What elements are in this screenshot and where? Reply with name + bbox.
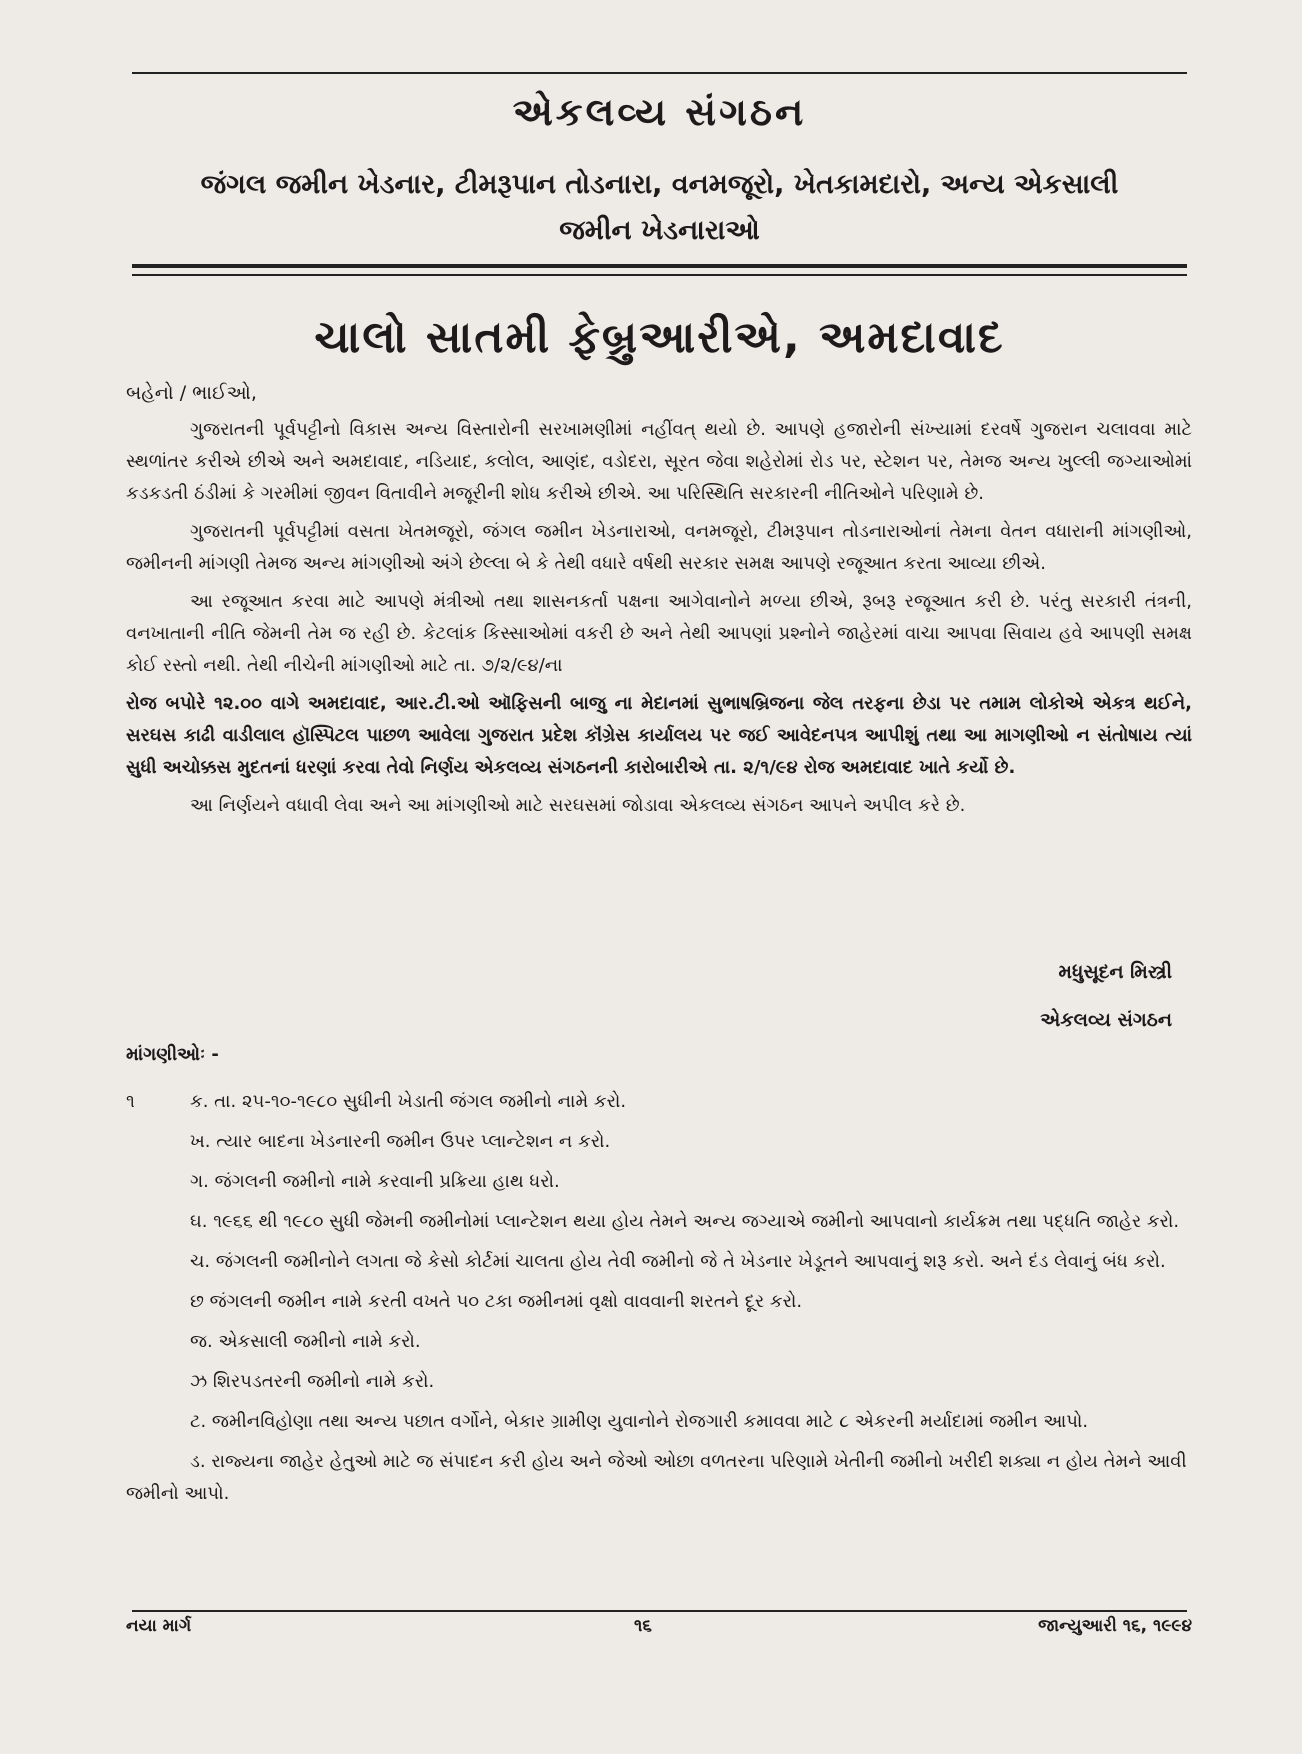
signature-name: મધુસૂદન મિસ્ત્રી xyxy=(1058,961,1172,983)
subtitle-line-2: જમીન ખેડનારાઓ xyxy=(559,215,760,246)
letter-body xyxy=(126,414,1192,828)
list-item xyxy=(126,1366,1192,1398)
demand-text: ચ. જંગલની જમીનોને લગતા જે કેસો કોર્ટમાં ચાલતા હોય તેવી જમીનો જે તે ખેડનાર ખેડૂતને આપવાનું શરૂ કરો. અને દંડ લેવાનું બંધ કરો. xyxy=(190,1251,1166,1272)
paragraph-1: ગુજરાતની પૂર્વપટ્ટીનો વિકાસ અન્ય વિસ્તારોની સરખામણીમાં નહીંવત્ થયો છે. આપણે હજારોની સંખ્યામાં દરવર્ષે ગુજરાન ચલાવવા માટે સ્થળાંતર કરીએ છીએ અને અમદાવાદ, નડિયાદ, કલોલ, આણંદ, વડોદરા, સૂરત જેવા શહેરોમાં રોડ પર, સ્ટેશન પર, તેમજ અન્ય ખુલ્લી જગ્યાઓમાં કડકડતી ઠંડીમાં કે ગરમીમાં જીવન વિતાવીને મજૂરીની શોધ કરીએ છીએ. આ પરિસ્થિતિ સરકારની નીતિઓને પરિણામે છે. xyxy=(126,419,1192,504)
footer-rule xyxy=(132,1610,1187,1612)
demand-text: ટ. જમીનવિહોણા તથા અન્ય પછાત વર્ગોને, બેકાર ગ્રામીણ યુવાનોને રોજગારી કમાવવા માટે ૮ એકરની મર્યાદામાં જમીન આપો. xyxy=(190,1411,1089,1432)
demand-text: ક. તા. ૨૫-૧૦-૧૯૮૦ સુધીની ખેડાતી જંગલ જમીનો નામે કરો. xyxy=(190,1091,627,1112)
page-number: ૧૬ xyxy=(634,1616,652,1636)
organization-title: એકલવ્ય સંગઠન xyxy=(512,90,807,134)
header-rule-thick xyxy=(132,264,1187,268)
signature-organization: એકલવ્ય સંગઠન xyxy=(1040,1009,1172,1031)
organization-subtitle xyxy=(132,162,1187,254)
top-rule xyxy=(132,72,1187,74)
subtitle-line-1: જંગલ જમીન ખેડનાર, ટીમરૂપાન તોડનારા, વનમજૂરો, ખેતકામદારો, અન્ય એકસાલી xyxy=(200,169,1119,200)
list-item xyxy=(126,1166,1192,1198)
demands-list xyxy=(126,1086,1192,1518)
demand-text: ઘ. ૧૯૬૬ થી ૧૯૮૦ સુધી જેમની જમીનોમાં પ્લાન્ટેશન થયા હોય તેમને અન્ય જગ્યાએ જમીનો આપવાનો કાર્યક્રમ તથા પદ્ધતિ જાહેર કરો. xyxy=(190,1211,1180,1232)
header-rule-thin xyxy=(132,274,1187,276)
list-item xyxy=(126,1246,1192,1278)
list-item xyxy=(126,1126,1192,1158)
paragraph-5: આ નિર્ણયને વધાવી લેવા અને આ માંગણીઓ માટે સરઘસમાં જોડાવા એકલવ્ય સંગઠન આપને અપીલ કરે છે. xyxy=(190,795,966,816)
list-item xyxy=(126,1206,1192,1238)
salutation: બહેનો / ભાઈઓ, xyxy=(126,382,257,404)
demand-text: જ. એકસાલી જમીનો નામે કરો. xyxy=(190,1331,421,1352)
paragraph-2: ગુજરાતની પૂર્વપટ્ટીમાં વસતા ખેતમજૂરો, જંગલ જમીન ખેડનારાઓ, વનમજૂરો, ટીમરૂપાન તોડનારાઓનાં તેમના વેતન વધારાની માંગણીઓ, જમીનની માંગણી તેમજ અન્ય માંગણીઓ અંગે છેલ્લા બે કે તેથી વધારે વર્ષથી સરકાર સમક્ષ આપણે રજૂઆત કરતા આવ્યા છીએ. xyxy=(126,521,1192,574)
demand-number: ૧ xyxy=(126,1091,135,1112)
signature-block xyxy=(1040,948,1172,1044)
list-item xyxy=(126,1286,1192,1318)
list-item xyxy=(126,1326,1192,1358)
list-item xyxy=(126,1086,1192,1118)
demand-text: છ જંગલની જમીન નામે કરતી વખતે ૫૦ ટકા જમીનમાં વૃક્ષો વાવવાની શરતને દૂર કરો. xyxy=(190,1291,803,1312)
headline: ચાલો સાતમી ફેબ્રુઆરીએ, અમદાવાદ xyxy=(314,312,1005,363)
paragraph-3: આ રજૂઆત કરવા માટે આપણે મંત્રીઓ તથા શાસનકર્તા પક્ષના આગેવાનોને મળ્યા છીએ, રૂબરૂ રજૂઆત કરી છે. પરંતુ સરકારી તંત્રની, વનખાતાની નીતિ જેમની તેમ જ રહી છે. કેટલાંક કિસ્સાઓમાં વકરી છે અને તેથી આપણાં પ્રશ્નોને જાહેરમાં વાચા આપવા સિવાય હવે આપણી સમક્ષ કોઈ રસ્તો નથી. તેથી નીચેની માંગણીઓ માટે તા. ૭/૨/૯૪/ના xyxy=(126,591,1192,676)
paragraph-4: રોજ બપોરે ૧૨.૦૦ વાગે અમદાવાદ, આર.ટી.ઓ ઑફિસની બાજુ ના મેદાનમાં સુભાષબ્રિજના જેલ તરફના છેડા પર તમામ લોકોએ એકત્ર થઈને, સરઘસ કાઢી વાડીલાલ હૉસ્પિટલ પાછળ આવેલા ગુજરાત પ્રદેશ કૉંગ્રેસ કાર્યાલય પર જઈ આવેદનપત્ર આપીશું તથા આ માગણીઓ ન સંતોષાય ત્યાં સુધી અચોક્કસ મુદતનાં ધરણાં કરવા તેવો નિર્ણય એકલવ્ય સંગઠનની કારોબારીએ તા. ૨/૧/૯૪ રોજ અમદાવાદ ખાતે કર્યો છે. xyxy=(126,693,1192,778)
list-item xyxy=(126,1406,1192,1438)
demands-heading: માંગણીઓઃ - xyxy=(126,1044,219,1065)
demand-text: ગ. જંગલની જમીનો નામે કરવાની પ્રક્રિયા હાથ ધરો. xyxy=(190,1171,560,1192)
demand-text: ડ. રાજ્યના જાહેર હેતુઓ માટે જ સંપાદન કરી હોય અને જેઓ ઓછા વળતરના પરિણામે ખેતીની જમીનો ખરીદી શક્યા ન હોય તેમને આવી જમીનો આપો. xyxy=(126,1451,1187,1504)
publication-name: નયા માર્ગ xyxy=(126,1616,192,1636)
issue-date: જાન્યુઆરી ૧૬, ૧૯૯૪ xyxy=(1038,1616,1192,1636)
list-item xyxy=(126,1446,1192,1510)
demand-text: ખ. ત્યાર બાદના ખેડનારની જમીન ઉપર પ્લાન્ટેશન ન કરો. xyxy=(190,1131,611,1152)
demand-text: ઝ શિરપડતરની જમીનો નામે કરો. xyxy=(190,1371,435,1392)
